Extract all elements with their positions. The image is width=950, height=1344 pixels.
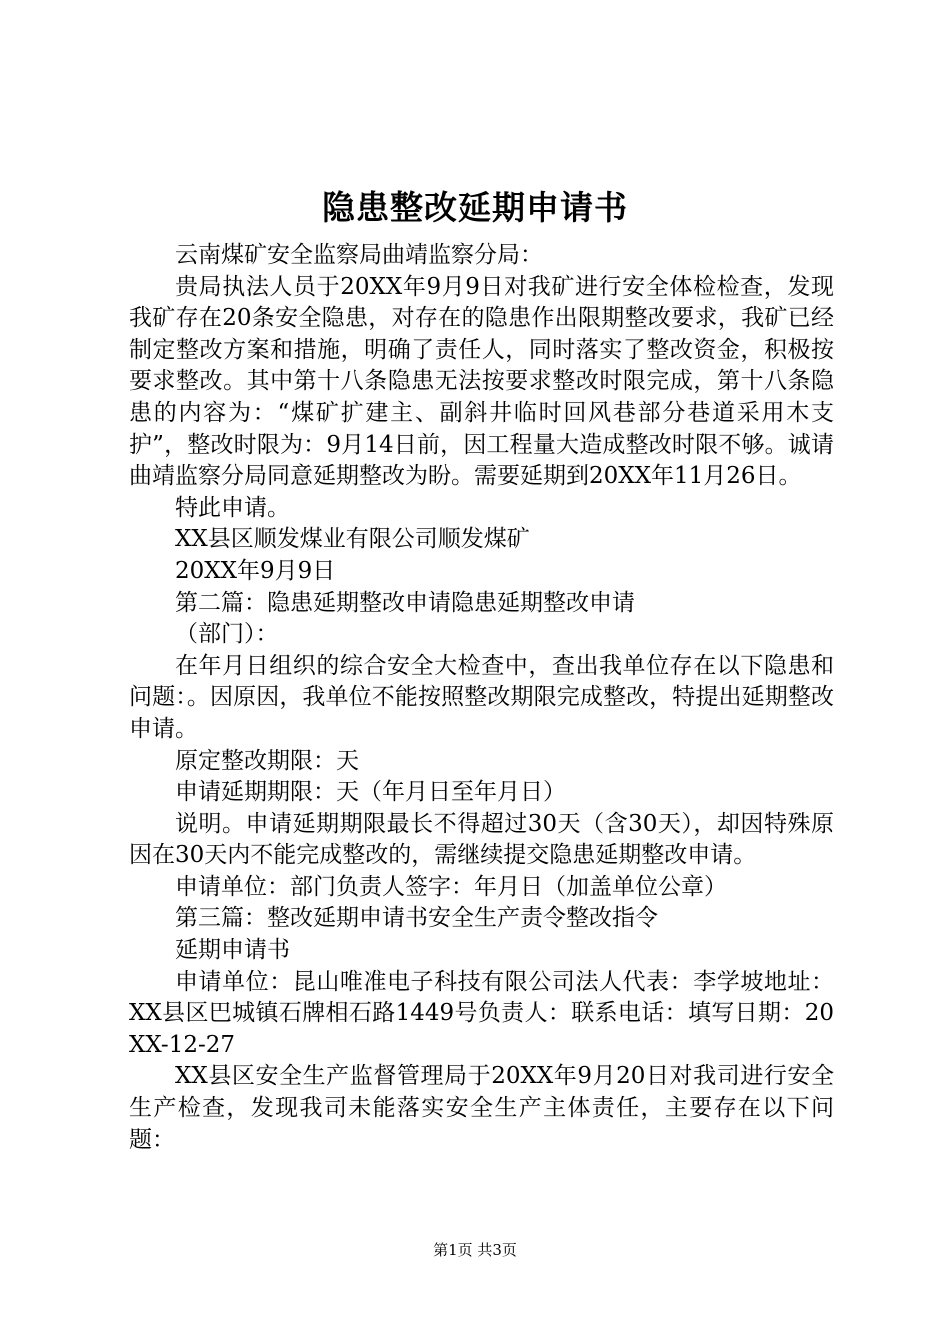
paragraph: 申请单位：部门负责人签字：年月日（加盖单位公章）	[175, 873, 727, 900]
paragraph: 20XX年9月9日	[175, 557, 336, 584]
paragraph: 第三篇：整改延期申请书安全生产责令整改指令	[175, 905, 658, 932]
page-number-footer: 第1页 共3页	[433, 1241, 517, 1259]
paragraph: 贵局执法人员于20XX年9月9日对我矿进行安全体检检查，发现我矿存在20条安全隐患，对存在的隐患作出限期整改要求，我矿已经制定整改方案和措施，明确了责任人，同时落实了整改资金，积极按要求整改。其中第十八条隐患无法按要求整改时限完成，第十八条隐患的内容为：“煤矿扩建主、副斜井临时回风巷部分巷道采用木支护”，整改时限为：9月14日前，因工程量大造成整改时限不够。诚请曲靖监察分局同意延期整改为盼。需要延期到20XX年11月26日。	[129, 273, 834, 490]
paragraph: 云南煤矿安全监察局曲靖监察分局：	[175, 242, 543, 268]
paragraph: 特此申请。	[175, 494, 290, 521]
document-title: 隐患整改延期申请书	[322, 188, 628, 227]
paragraph: 延期申请书	[175, 937, 290, 964]
paragraph: XX县区安全生产监督管理局于20XX年9月20日对我司进行安全生产检查，发现我司未能落实安全生产主体责任，主要存在以下问题：	[129, 1063, 834, 1153]
paragraph: （部门）：	[175, 621, 279, 648]
paragraph: XX县区顺发煤业有限公司顺发煤矿	[175, 526, 530, 553]
paragraph: 第二篇：隐患延期整改申请隐患延期整改申请	[175, 589, 635, 616]
document-body	[129, 240, 834, 1156]
paragraph: 在年月日组织的综合安全大检查中，查出我单位存在以下隐患和问题：。因原因，我单位不能按照整改期限完成整改，特提出延期整改申请。	[129, 652, 834, 742]
paragraph: 申请延期期限：天（年月日至年月日）	[175, 779, 566, 806]
paragraph: 原定整改期限：天	[175, 747, 359, 774]
paragraph: 说明。申请延期期限最长不得超过30天（含30天），却因特殊原因在30天内不能完成整改的，需继续提交隐患延期整改申请。	[129, 810, 834, 869]
paragraph: 申请单位：昆山唯准电子科技有限公司法人代表：李学坡地址：XX县区巴城镇石牌相石路1449号负责人：联系电话：填写日期：20XX-12-27	[129, 968, 834, 1058]
